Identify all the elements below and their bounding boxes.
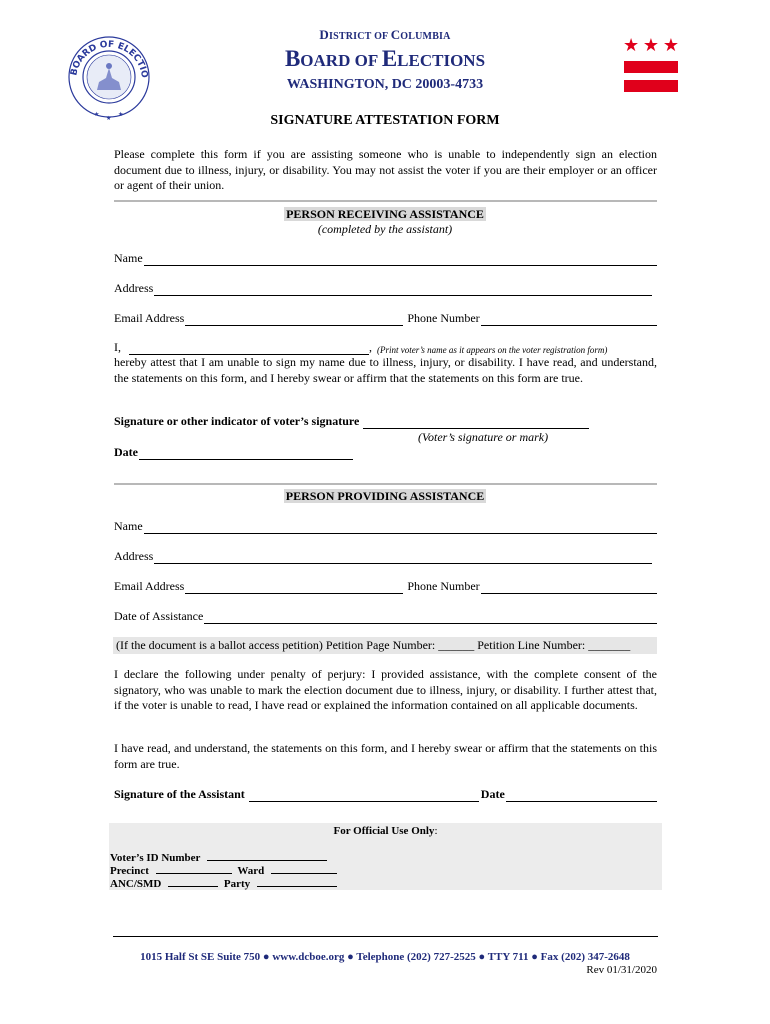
board-heading (170, 46, 600, 72)
receiving-subheading: (completed by the assistant) (317, 222, 453, 236)
district-rest2: OLUMBIA (400, 31, 451, 42)
providing-address-field[interactable] (114, 549, 652, 564)
dc-flag-stars-icon: ★ ★ ★ (623, 35, 679, 55)
voter-signature-field[interactable] (363, 418, 589, 429)
board-address: WASHINGTON, DC 20003-4733 (286, 77, 484, 92)
providing-phone-label: Phone Number (407, 579, 480, 593)
official-heading-colon: : (434, 825, 438, 837)
official-heading (109, 825, 662, 837)
board-seal-icon (64, 32, 154, 122)
voter-date-row (114, 445, 657, 460)
receiving-address-label: Address (114, 281, 154, 295)
voter-date-field[interactable] (139, 449, 353, 460)
precinct-ward-row (110, 864, 337, 877)
assistant-date-field[interactable] (506, 791, 657, 802)
district-rest: ISTRICT OF (329, 31, 391, 42)
receiving-email-phone-row (114, 311, 657, 326)
voter-name-field[interactable] (129, 344, 369, 355)
form-title: SIGNATURE ATTESTATION FORM (270, 113, 500, 128)
providing-phone-field[interactable] (481, 583, 657, 594)
declare-paragraph: I declare the following under penalty of perjury: I provided assistance, with the complete consent of the signatory, who was unable to mark the election document due to illness, injury, or disability. I further attest that, if the voter is unable to read, I have read or explained the information contained on all applicable documents. (114, 667, 657, 712)
svg-text:★: ★ (118, 111, 124, 118)
voter-id-label: Voter’s ID Number (110, 852, 201, 864)
anc-party-row (110, 877, 337, 890)
attest-paragraph: hereby attest that I am unable to sign my name due to illness, injury, or disability. I have read, and understand, the statements on this form, and I hereby swear or affirm that the statements on this form are true. (114, 355, 657, 385)
svg-text:★: ★ (106, 115, 112, 122)
anc-label: ANC/SMD (110, 878, 162, 890)
i-label: I, (114, 340, 121, 354)
voter-id-field[interactable] (207, 851, 327, 861)
print-note: (Print voter’s name as it appears on the voter registration form) (377, 345, 608, 355)
svg-text:★: ★ (94, 111, 100, 118)
petition-text: (If the document is a ballot access petition) Petition Page Number: ______ Petition Line Number: _______ (116, 638, 631, 652)
district-heading (200, 27, 570, 43)
precinct-field[interactable] (156, 864, 232, 874)
dc-flag-bar-top (624, 61, 678, 73)
dc-flag-bar-bottom (624, 80, 678, 92)
voter-signature-row (114, 414, 657, 429)
assistant-signature-row (114, 787, 657, 802)
voter-date-label: Date (114, 445, 138, 459)
providing-name-label: Name (114, 519, 143, 533)
assistant-date-label: Date (480, 787, 505, 801)
read-paragraph: I have read, and understand, the statements on this form, and I hereby swear or affirm that the statements on this form are true. (114, 741, 657, 771)
receiving-email-label: Email Address (114, 311, 185, 325)
party-label: Party (223, 878, 251, 890)
assistant-signature-label: Signature of the Assistant (114, 787, 245, 801)
receiving-phone-label: Phone Number (407, 311, 480, 325)
voter-signature-label: Signature or other indicator of voter’s signature (114, 414, 360, 428)
receiving-name-label: Name (114, 251, 143, 265)
intro-paragraph: Please complete this form if you are assisting someone who is unable to independently sign an election document due to illness, injury, or disability. You may not assist the voter if you are their employer or an officer or agent of their union. (114, 147, 657, 192)
ward-field[interactable] (271, 864, 337, 874)
voter-name-row (114, 340, 657, 355)
receiving-address-field[interactable] (114, 281, 652, 296)
divider-middle (114, 483, 657, 485)
providing-email-field[interactable] (185, 583, 403, 594)
anc-field[interactable] (168, 877, 218, 887)
providing-email-phone-row (114, 579, 657, 594)
providing-address-label: Address (114, 549, 154, 563)
providing-heading (0, 489, 770, 504)
receiving-heading-text: PERSON RECEIVING ASSISTANCE (286, 207, 484, 221)
revision-date: Rev 01/31/2020 (586, 964, 657, 976)
comma-text: , (369, 340, 372, 354)
footer-rule (113, 936, 658, 937)
seal-text: BOARD OF ELECTIO (69, 39, 150, 79)
board-rest2: LECTIONS (397, 51, 486, 70)
date-of-assistance-label: Date of Assistance (114, 609, 204, 623)
receiving-name-field[interactable] (114, 251, 657, 266)
district-initial-d: D (319, 27, 330, 42)
date-of-assistance-field[interactable] (114, 609, 657, 624)
district-initial-c: C (390, 27, 401, 42)
footer-contact: 1015 Half St SE Suite 750 ● www.dcboe.org ● Telephone (202) 727-2525 ● TTY 711 ● Fax (202) 347-2648 (140, 951, 630, 963)
official-heading-text: For Official Use Only (333, 825, 435, 837)
voter-id-row (110, 851, 327, 864)
board-rest: OARD OF (300, 51, 382, 70)
precinct-label: Precinct (110, 865, 149, 877)
ward-label: Ward (237, 865, 265, 877)
receiving-email-field[interactable] (185, 315, 403, 326)
voter-signature-note: (Voter’s signature or mark) (418, 430, 549, 444)
receiving-heading (0, 207, 770, 222)
board-initial-e: E (381, 46, 398, 71)
providing-heading-text: PERSON PROVIDING ASSISTANCE (285, 489, 485, 503)
divider-top (114, 200, 657, 202)
board-initial-b: B (284, 46, 301, 71)
assistant-signature-field[interactable] (249, 791, 479, 802)
providing-name-field[interactable] (114, 519, 657, 534)
receiving-phone-field[interactable] (481, 315, 657, 326)
party-field[interactable] (257, 877, 337, 887)
providing-email-label: Email Address (114, 579, 185, 593)
